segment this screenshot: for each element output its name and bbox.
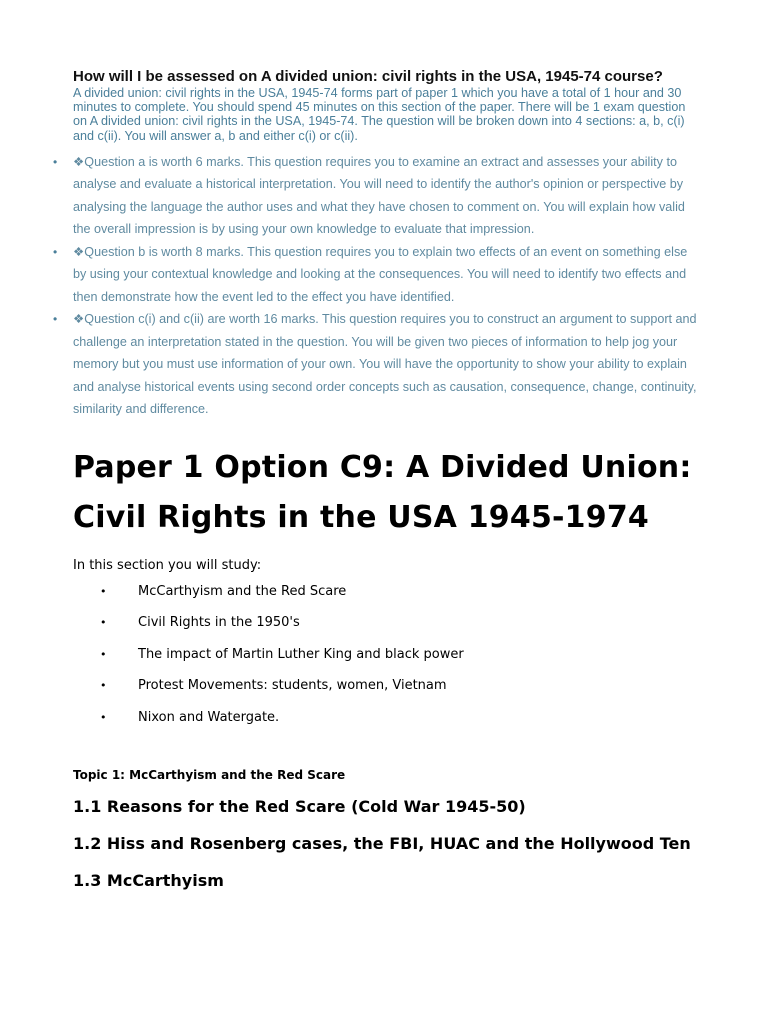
study-list bbox=[73, 583, 701, 727]
study-item: Nixon and Watergate. bbox=[138, 709, 280, 725]
bullet-icon: • bbox=[53, 312, 58, 327]
subtopic-heading: 1.1 Reasons for the Red Scare (Cold War 1945-50) bbox=[73, 796, 526, 816]
subtopic-heading: 1.3 McCarthyism bbox=[73, 870, 224, 890]
bullet-icon: • bbox=[100, 710, 107, 724]
bullet-icon: • bbox=[53, 154, 58, 169]
study-item: The impact of Martin Luther King and black power bbox=[138, 646, 464, 662]
bullet-icon: • bbox=[100, 647, 107, 661]
assessment-intro: A divided union: civil rights in the USA, 1945-74 forms part of paper 1 which you have a total of 1 hour and 30 minutes to complete. You should spend 45 minutes on this section of the paper. There will be 1 exam question on A divided union: civil rights in the USA, 1945-74. The question will be broken down into 4 sections: a, b, c(i) and c(ii). You will answer a, b and either c(i) or c(ii). bbox=[73, 86, 686, 143]
paper-title: Paper 1 Option C9: A Divided Union: Civil Rights in the USA 1945-1974 bbox=[73, 449, 692, 535]
list-item bbox=[73, 614, 701, 632]
bullet-icon: • bbox=[100, 679, 107, 693]
list-item bbox=[53, 151, 701, 241]
bullet-text: ❖Question c(i) and c(ii) are worth 16 marks. This question requires you to construct an argument to support and challenge an interpretation stated in the question. You will be given two pieces of information to help jog your memory but you must use information of your own. You will have the opportunity to show your ability to explain and analyse historical events using second order concepts such as causation, consequence, change, continuity, similarity and difference. bbox=[73, 312, 697, 417]
subtopic-heading: 1.2 Hiss and Rosenberg cases, the FBI, HUAC and the Hollywood Ten bbox=[73, 833, 691, 853]
document-page bbox=[53, 68, 701, 894]
list-item bbox=[53, 241, 701, 309]
list-item bbox=[73, 709, 701, 727]
bullet-text: ❖Question a is worth 6 marks. This question requires you to examine an extract and assesses your ability to analyse and evaluate a historical interpretation. You will need to identify the author's opinion or perspective by analysing the language the author uses and what they have chosen to comment on. You will explain how valid the overall impression is by using your own knowledge to evaluate that impression. bbox=[73, 154, 685, 237]
bullet-icon: • bbox=[100, 616, 107, 630]
topic-label: Topic 1: McCarthyism and the Red Scare bbox=[73, 767, 346, 782]
list-item bbox=[73, 646, 701, 664]
study-item: Civil Rights in the 1950's bbox=[138, 615, 300, 631]
assessment-bullet-list bbox=[53, 151, 701, 421]
bullet-icon: • bbox=[53, 244, 58, 259]
list-item bbox=[73, 583, 701, 601]
bullet-text: ❖Question b is worth 8 marks. This question requires you to explain two effects of an event on something else by using your contextual knowledge and looking at the consequences. You will need to identify two effects and then demonstrate how the event led to the effect you have identified. bbox=[73, 244, 688, 304]
study-intro: In this section you will study: bbox=[73, 557, 262, 573]
study-item: McCarthyism and the Red Scare bbox=[138, 583, 347, 599]
assessment-heading: How will I be assessed on A divided union: civil rights in the USA, 1945-74 course? bbox=[73, 68, 663, 85]
study-item: Protest Movements: students, women, Vietnam bbox=[138, 678, 447, 694]
bullet-icon: • bbox=[100, 584, 107, 598]
list-item bbox=[73, 677, 701, 695]
list-item bbox=[53, 308, 701, 421]
